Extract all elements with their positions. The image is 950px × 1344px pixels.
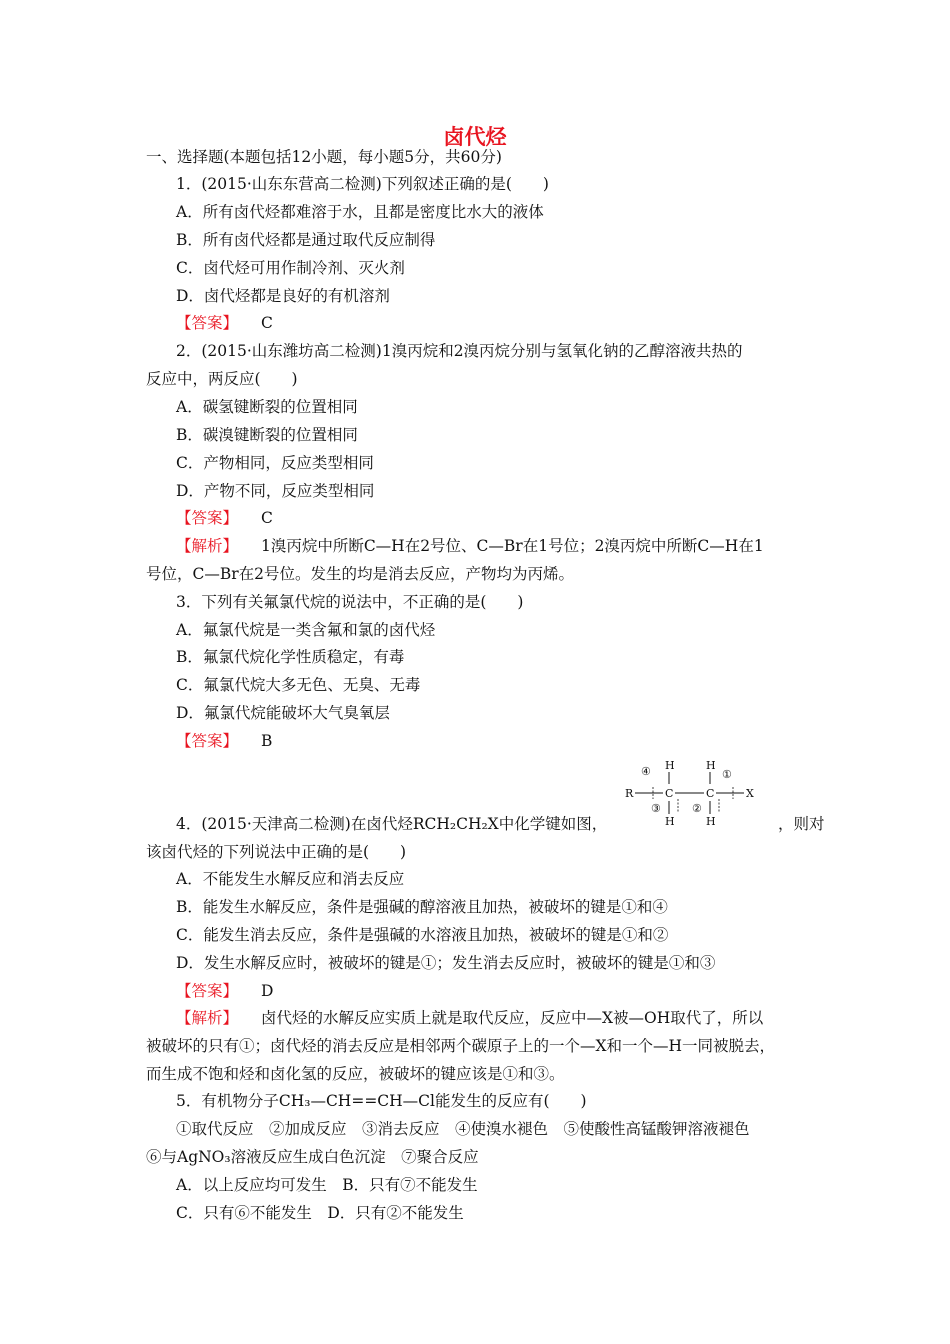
q2-option-b: B．碳溴键断裂的位置相同 [176,426,358,444]
figure-bond-1: ① [722,768,732,781]
q1-answer-line [176,313,273,333]
q2-answer-line [176,508,273,528]
figure-bond-2: ② [692,802,702,815]
q1-option-b: B．所有卤代烃都是通过取代反应制得 [176,231,436,249]
q2-analysis-text1: 1溴丙烷中所断C—H在2号位、C—Br在1号位；2溴丙烷中所断C—H在1 [260,537,764,555]
q1-stem: 1．(2015·山东东营高二检测)下列叙述正确的是( ) [176,175,549,193]
q3-stem: 3．下列有关氟氯代烷的说法中，不正确的是( ) [176,593,524,611]
q4-answer: D [260,982,274,1000]
q4-option-c: C．能发生消去反应，条件是强碱的水溶液且加热，被破坏的键是①和② [176,926,669,944]
document-title: 卤代烃 [443,125,507,149]
q2-analysis-line1 [176,536,764,556]
answer-label: 【答案】 [176,982,239,1000]
answer-label: 【答案】 [176,314,239,332]
q3-answer-line [176,731,272,751]
q5-choices-ab: A．以上反应均可发生 B．只有⑦不能发生 [176,1176,478,1194]
figure-h-bottom-right: H [706,815,716,828]
q4-option-b: B．能发生水解反应，条件是强碱的醇溶液且加热，被破坏的键是①和④ [176,898,668,916]
q3-option-b: B．氟氯代烷化学性质稳定，有毒 [176,648,405,666]
q4-stem-line1-post: ，则对 [778,815,825,833]
q5-options-line2: ⑥与AgNO₃溶液反应生成白色沉淀 ⑦聚合反应 [146,1148,479,1166]
q3-option-d: D．氟氯代烷能破坏大气臭氧层 [176,704,390,722]
figure-bond-4: ④ [641,765,651,778]
q1-answer: C [260,314,273,332]
figure-c-right: C [706,787,715,800]
q2-option-d: D．产物不同，反应类型相同 [176,482,375,500]
q5-choices-cd: C．只有⑥不能发生 D．只有②不能发生 [176,1204,464,1222]
q2-answer: C [260,509,273,527]
q1-option-c: C．卤代烃可用作制冷剂、灭火剂 [176,259,405,277]
q4-answer-line [176,981,273,1001]
section-heading: 一、选择题(本题包括12小题，每小题5分，共60分) [146,148,502,166]
answer-label: 【答案】 [176,509,239,527]
q1-option-d: D．卤代烃都是良好的有机溶剂 [176,287,390,305]
figure-h-bottom-left: H [665,815,675,828]
q3-option-c: C．氟氯代烷大多无色、无臭、无毒 [176,676,421,694]
q3-answer: B [260,732,273,750]
q4-analysis-line1 [176,1008,763,1028]
bond-structure-figure [622,757,772,829]
analysis-label: 【解析】 [176,537,239,555]
q2-analysis-line2: 号位，C—Br在2号位。发生的均是消去反应，产物均为丙烯。 [146,565,575,583]
q1-option-a: A．所有卤代烃都难溶于水，且都是密度比水大的液体 [176,203,544,221]
q4-option-a: A．不能发生水解反应和消去反应 [176,870,405,888]
q4-analysis-text1: 卤代烃的水解反应实质上就是取代反应，反应中—X被—OH取代了，所以 [260,1009,764,1027]
q4-option-d: D．发生水解反应时，被破坏的键是①；发生消去反应时，被破坏的键是①和③ [176,954,716,972]
figure-h-top-left: H [665,759,675,772]
figure-h-top-right: H [706,759,716,772]
q2-option-a: A．碳氢键断裂的位置相同 [176,398,358,416]
answer-label: 【答案】 [176,732,239,750]
figure-c-left: C [665,787,674,800]
q2-stem-line2: 反应中，两反应( ) [146,370,298,388]
q4-analysis-line2: 被破坏的只有①；卤代烃的消去反应是相邻两个碳原子上的一个—X和一个—H一同被脱去， [146,1037,776,1055]
figure-r: R [625,787,634,800]
q2-option-c: C．产物相同，反应类型相同 [176,454,374,472]
q2-stem-line1: 2．(2015·山东潍坊高二检测)1溴丙烷和2溴丙烷分别与氢氧化钠的乙醇溶液共热的 [176,342,743,360]
q5-options-line1: ①取代反应 ②加成反应 ③消去反应 ④使溴水褪色 ⑤使酸性高锰酸钾溶液褪色 [176,1120,750,1138]
figure-x: X [746,787,754,800]
figure-bond-3: ③ [651,802,661,815]
q5-stem: 5．有机物分子CH₃—CH==CH—Cl能发生的反应有( ) [176,1092,587,1110]
q3-option-a: A．氟氯代烷是一类含氟和氯的卤代烃 [176,621,436,639]
q4-stem-line2: 该卤代烃的下列说法中正确的是( ) [146,843,407,861]
q4-stem-line1-pre: 4．(2015·天津高二检测)在卤代烃RCH₂CH₂X中化学键如图， [176,815,608,833]
q4-analysis-line3: 而生成不饱和烃和卤化氢的反应，被破坏的键应该是①和③。 [146,1065,565,1083]
analysis-label: 【解析】 [176,1009,239,1027]
